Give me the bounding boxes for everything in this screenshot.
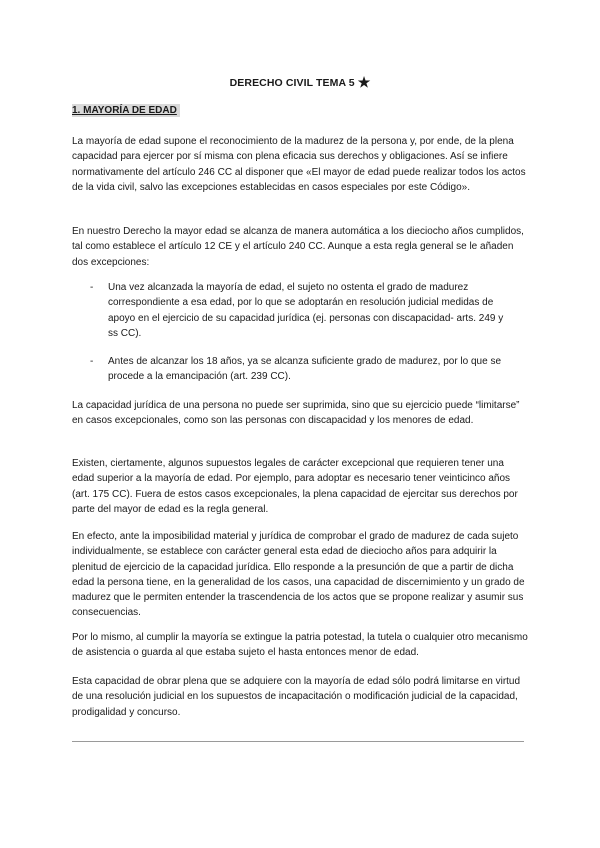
list-item — [90, 354, 510, 385]
title-text: DERECHO CIVIL TEMA 5 — [229, 77, 355, 89]
paragraph-limitation: Esta capacidad de obrar plena que se adquiere con la mayoría de edad sólo podrá limitarse en virtud de una resolución judicial en los supuestos de incapacitación o modificación judicial de la capacidad, prodigalidad y concurso. — [72, 676, 521, 718]
section-heading: 1. MAYORÍA DE EDAD — [72, 104, 180, 117]
list-item-text: Antes de alcanzar los 18 años, ya se alcanza suficiente grado de madurez, por lo que se procede a la emancipación (art. 239 CC). — [108, 356, 502, 383]
paragraph-intro: La mayoría de edad supone el reconocimiento de la madurez de la persona y, por ende, de la plena capacidad para ejercer por sí misma con plena eficacia sus derechos y obligaciones. Así se infiere normativamente del artículo 246 CC al disponer que «El mayor de edad puede realizar todos los actos de la vida civil, salvo las excepciones establecidas en casos especiales por este Código». — [72, 136, 526, 193]
paragraph-patria-potestad: Por lo mismo, al cumplir la mayoría se extingue la patria potestad, la tutela o cualquier otro mecanismo de asistencia o guarda al que estaba sujeto el hasta entonces menor de edad. — [72, 632, 528, 659]
paragraph-exceptions: Existen, ciertamente, algunos supuestos legales de carácter excepcional que requieren tener una edad superior a la mayoría de edad. Por ejemplo, para adoptar es necesario tener veinticinco años (art. 175 CC). Fuera de estos casos excepcionales, la plena capacidad de ejercitar sus derechos por parte del mayor de edad es la regla general. — [72, 458, 518, 515]
list-marker: - — [90, 282, 94, 293]
star-icon: ★ — [357, 74, 371, 90]
list-item-text: Una vez alcanzada la mayoría de edad, el sujeto no ostenta el grado de madurez correspondiente a esa edad, por lo que se adoptarán en resolución judicial medidas de apoyo en el ejercicio de su capacidad jurídica (ej. personas con discapacidad- arts. 249 y ss CC). — [108, 282, 504, 339]
footer-divider — [72, 741, 524, 742]
paragraph-capacity: La capacidad jurídica de una persona no puede ser suprimida, sino que su ejercicio puede “limitarse” en casos excepcionales, como son las personas con discapacidad y los menores de edad. — [72, 400, 520, 427]
list-item — [90, 280, 510, 341]
paragraph-presumption: En efecto, ante la imposibilidad material y jurídica de comprobar el grado de madurez de cada sujeto individualmente, se establece con carácter general esta edad de dieciocho años para adquirir la plenitud de ejercicio de la capacidad jurídica. Ello responde a la presunción de que a partir de dicha edad la persona tiene, en la generalidad de los casos, una capacidad de discernimiento y un grado de madurez que le permiten entender la trascendencia de los actos que se propone realizar y asumir sus consecuencias. — [72, 531, 525, 619]
document-title — [72, 74, 528, 91]
paragraph-adulthood: En nuestro Derecho la mayor edad se alcanza de manera automática a los dieciocho años cumplidos, tal como establece el artículo 12 CE y el artículo 240 CC. Aunque a esta regla general se le añaden dos excepciones: — [72, 226, 524, 268]
list-marker: - — [90, 356, 94, 367]
